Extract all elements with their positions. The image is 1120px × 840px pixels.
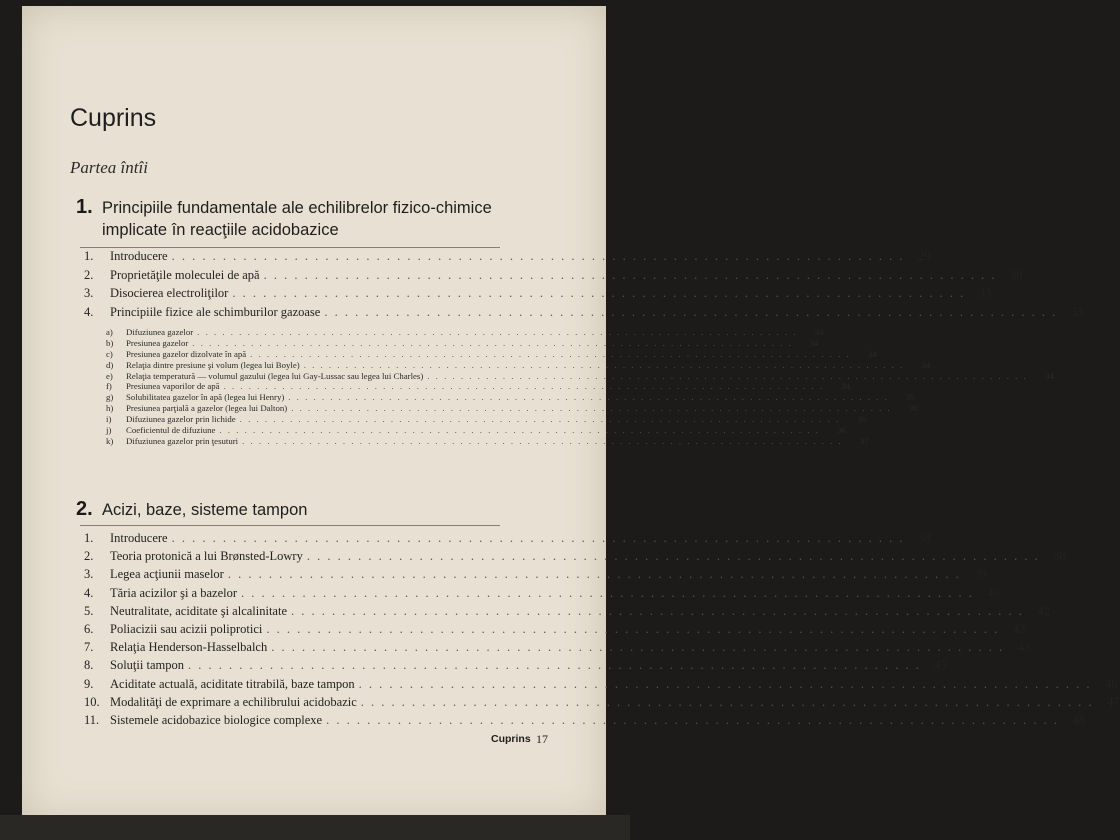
leader-dots: . . . . . . . . . . . . . . . . . . . . . . . . . . . . . . . . . . . . . . . . . . . . . . . . . . . . . . . . . . . . . . . . . . . . . . . .	[223, 381, 825, 392]
toc-entry-number: 4.	[84, 304, 94, 319]
chapter-1-number: 1.	[76, 196, 93, 218]
toc-entry-label: Solubilitatea gazelor în apă (legea lui Henry)	[126, 392, 285, 403]
toc-entry-number: b)	[106, 337, 114, 348]
toc-entry	[106, 337, 819, 349]
toc-entry-number: 2.	[84, 267, 94, 282]
leader-dots: . . . . . . . . . . . . . . . . . . . . . . . . . . . . . . . . . . . . . . . . . . . . . . . . . . . . . . . . . . . . . . . . . . . . . . . .	[232, 286, 966, 300]
toc-entry-label: Disocierea electroliţilor	[110, 286, 229, 300]
toc-entry-page: 48	[1072, 712, 1085, 727]
toc-entry	[84, 585, 1000, 604]
leader-dots: . . . . . . . . . . . . . . . . . . . . . . . . . . . . . . . . . . . . . . . . . . . . . . . . . . . . . . . . . . . . . . . . . . . . . . . .	[360, 694, 1094, 709]
leader-dots: . . . . . . . . . . . . . . . . . . . . . . . . . . . . . . . . . . . . . . . . . . . . . . . . . . . . . . . . . . . . . . . . . . . . . . . .	[266, 621, 1000, 636]
page-title: Cuprins	[70, 104, 157, 132]
toc-entry	[84, 531, 931, 549]
toc-entry-page: 36	[837, 425, 846, 436]
toc-entry-page: 34	[841, 381, 851, 392]
toc-entry	[106, 327, 824, 338]
toc-entry-page: 47	[1107, 694, 1120, 709]
background-edge	[0, 815, 630, 840]
leader-dots: . . . . . . . . . . . . . . . . . . . . . . . . . . . . . . . . . . . . . . . . . . . . . . . . . . . . . . . . . . . . . . . . . . . . . . . .	[192, 337, 793, 348]
leader-dots: . . . . . . . . . . . . . . . . . . . . . . . . . . . . . . . . . . . . . . . . . . . . . . . . . . . . . . . . . . . . . . . . . . . . . . . .	[303, 359, 905, 370]
toc-entry-number: h)	[106, 403, 114, 414]
chapter-1-rule	[80, 247, 500, 248]
toc-entry	[84, 694, 1120, 713]
toc-entry-page: 38	[1053, 549, 1066, 564]
toc-entry-number: i)	[106, 414, 112, 425]
part-heading: Partea întîi	[70, 158, 148, 177]
toc-entry	[106, 381, 851, 392]
toc-entry-number: f)	[106, 381, 112, 392]
toc-entry	[106, 359, 931, 371]
leader-dots: . . . . . . . . . . . . . . . . . . . . . . . . . . . . . . . . . . . . . . . . . . . . . . . . . . . . . . . . . . . . . . . . . . . . . . . .	[239, 414, 841, 425]
toc-entry-number: a)	[106, 327, 113, 337]
toc-entry-page: 37	[859, 435, 869, 446]
toc-entry-number: 6.	[84, 621, 94, 636]
chapter-1-title-line1: Principiile fundamentale ale echilibrelor fizico-chimice	[102, 199, 492, 217]
chapter-2-list	[84, 531, 1120, 731]
book-page	[22, 6, 1120, 821]
toc-entry	[84, 549, 1066, 567]
toc-entry-page: 36	[857, 414, 867, 425]
toc-entry-page: 43	[1012, 621, 1026, 636]
toc-entry	[84, 676, 1118, 695]
toc-entry	[84, 640, 1031, 658]
leader-dots: . . . . . . . . . . . . . . . . . . . . . . . . . . . . . . . . . . . . . . . . . . . . . . . . . . . . . . . . . . . . . . . . . . . . . . . .	[241, 585, 974, 600]
toc-entry	[106, 403, 918, 414]
toc-entry-number: 2.	[84, 549, 94, 564]
toc-entry-page: 43	[1017, 640, 1031, 655]
toc-entry	[84, 621, 1026, 640]
toc-entry-number: d)	[106, 359, 114, 370]
toc-entry-number: 11.	[84, 712, 100, 727]
toc-entry-number: g)	[106, 392, 114, 403]
toc-entry-label: Neutralitate, aciditate şi alcalinitate	[110, 603, 287, 618]
toc-entry-label: Modalităţi de exprimare a echilibrului acidobazic	[110, 694, 357, 709]
leader-dots: . . . . . . . . . . . . . . . . . . . . . . . . . . . . . . . . . . . . . . . . . . . . . . . . . . . . . . . . . . . . . . . . . . . . . . . .	[263, 267, 997, 282]
toc-entry-page: 38	[917, 531, 931, 545]
toc-entry	[84, 304, 1084, 324]
leader-dots: . . . . . . . . . . . . . . . . . . . . . . . . . . . . . . . . . . . . . . . . . . . . . . . . . . . . . . . . . . . . . . . . . . . . . . . .	[187, 658, 921, 673]
toc-entry-page: 33	[1070, 304, 1084, 319]
leader-dots: . . . . . . . . . . . . . . . . . . . . . . . . . . . . . . . . . . . . . . . . . . . . . . . . . . . . . . . . . . . . . . . . . . . . . . . .	[227, 567, 961, 582]
page-number: 17	[536, 732, 548, 746]
toc-entry	[84, 712, 1085, 731]
toc-entry-number: 4.	[84, 585, 94, 600]
toc-entry-label: Relaţia temperatură — volumul gazului (legea lui Gay-Lussac sau legea lui Charles)	[126, 370, 424, 381]
toc-entry-label: Relaţia dintre presiune şi volum (legea lui Boyle)	[126, 359, 300, 370]
toc-entry	[84, 267, 1023, 287]
leader-dots: . . . . . . . . . . . . . . . . . . . . . . . . . . . . . . . . . . . . . . . . . . . . . . . . . . . . . . . . . . . . . . . . . . . . . . . .	[291, 603, 1024, 618]
toc-entry	[106, 425, 846, 436]
toc-entry	[106, 370, 1054, 382]
toc-entry	[84, 567, 987, 585]
toc-entry-page: 33	[978, 286, 992, 300]
toc-entry	[106, 435, 869, 447]
toc-entry-page: 45	[934, 658, 947, 673]
leader-dots: . . . . . . . . . . . . . . . . . . . . . . . . . . . . . . . . . . . . . . . . . . . . . . . . . . . . . . . . . . . . . . . . . . . . . . . .	[219, 425, 820, 436]
toc-entry-number: e)	[106, 370, 113, 381]
toc-entry-number: 3.	[84, 567, 94, 582]
toc-entry-number: c)	[106, 348, 113, 359]
chapter-1-list	[84, 249, 1084, 323]
toc-entry-label: Presiunea gazelor	[126, 337, 189, 348]
toc-entry	[84, 658, 947, 676]
leader-dots: . . . . . . . . . . . . . . . . . . . . . . . . . . . . . . . . . . . . . . . . . . . . . . . . . . . . . . . . . . . . . . . . . . . . . . . .	[324, 304, 1058, 319]
chapter-2-number: 2.	[76, 498, 93, 520]
toc-entry-page: 35	[905, 392, 915, 403]
toc-entry-page: 40	[987, 585, 1000, 600]
toc-entry-page: 34	[814, 327, 824, 337]
toc-entry	[106, 392, 915, 403]
toc-entry-page: 29	[917, 249, 931, 263]
leader-dots: . . . . . . . . . . . . . . . . . . . . . . . . . . . . . . . . . . . . . . . . . . . . . . . . . . . . . . . . . . . . . . . . . . . . . . . .	[326, 712, 1059, 727]
toc-entry-label: Proprietăţile moleculei de apă	[110, 267, 260, 282]
toc-entry-label: Teoria protonică a lui Brønsted-Lowry	[110, 549, 303, 564]
toc-entry-page: 46	[1105, 676, 1118, 691]
leader-dots: . . . . . . . . . . . . . . . . . . . . . . . . . . . . . . . . . . . . . . . . . . . . . . . . . . . . . . . . . . . . . . . . . . . . . . . .	[171, 531, 905, 545]
toc-entry-page: 34	[921, 359, 931, 370]
toc-entry-label: Legea acţiunii maselor	[110, 567, 224, 582]
toc-entry-page: 39	[974, 567, 987, 582]
toc-entry-number: 5.	[84, 603, 94, 618]
toc-entry-number: 7.	[84, 640, 94, 655]
toc-entry-label: Difuziunea gazelor prin lichide	[126, 414, 236, 425]
toc-entry-number: 1.	[84, 531, 94, 545]
toc-entry-number: j)	[106, 425, 112, 436]
toc-entry-page: 42	[1037, 603, 1050, 618]
toc-entry	[106, 414, 867, 425]
toc-entry-label: Difuziunea gazelor	[126, 327, 194, 337]
toc-entry-number: 3.	[84, 286, 94, 300]
toc-entry	[84, 286, 992, 305]
toc-entry-page: 34	[810, 337, 819, 348]
toc-entry-label: Principiile fizice ale schimburilor gazoase	[110, 304, 321, 319]
running-footer-label: Cuprins	[491, 733, 531, 745]
toc-entry-label: Coeficientul de difuziune	[126, 425, 216, 436]
toc-entry-label: Presiunea parţială a gazelor (legea lui Dalton)	[126, 403, 288, 414]
leader-dots: . . . . . . . . . . . . . . . . . . . . . . . . . . . . . . . . . . . . . . . . . . . . . . . . . . . . . . . . . . . . . . . . . . . . . . . .	[250, 348, 851, 359]
toc-entry-label: Sistemele acidobazice biologice complexe	[110, 712, 323, 727]
leader-dots: . . . . . . . . . . . . . . . . . . . . . . . . . . . . . . . . . . . . . . . . . . . . . . . . . . . . . . . . . . . . . . . . . . . . . . . .	[358, 676, 1092, 691]
toc-entry	[84, 603, 1050, 622]
toc-entry-label: Difuziunea gazelor prin ţesuturi	[126, 435, 239, 446]
toc-entry	[84, 249, 931, 268]
toc-entry-page: 36	[908, 403, 918, 414]
leader-dots: . . . . . . . . . . . . . . . . . . . . . . . . . . . . . . . . . . . . . . . . . . . . . . . . . . . . . . . . . . . . . . . . . . . . . . . .	[291, 403, 892, 414]
leader-dots: . . . . . . . . . . . . . . . . . . . . . . . . . . . . . . . . . . . . . . . . . . . . . . . . . . . . . . . . . . . . . . . . . . . . . . . .	[427, 370, 1028, 381]
toc-entry	[106, 348, 877, 360]
toc-entry-label: Aciditate actuală, aciditate titrabilă, baze tampon	[110, 676, 355, 691]
toc-entry-number: k)	[106, 435, 114, 446]
toc-entry-page: 34	[1044, 370, 1054, 381]
leader-dots: . . . . . . . . . . . . . . . . . . . . . . . . . . . . . . . . . . . . . . . . . . . . . . . . . . . . . . . . . . . . . . . . . . . . . . . .	[271, 640, 1005, 655]
toc-entry-label: Presiunea vaporilor de apă	[126, 381, 220, 392]
toc-entry-page: 30	[1009, 267, 1023, 282]
toc-entry-number: 1.	[84, 249, 94, 263]
toc-entry-label: Introducere	[110, 531, 168, 545]
toc-entry-label: Tăria acizilor şi a bazelor	[110, 585, 238, 600]
toc-entry-page: 34	[867, 348, 877, 359]
toc-entry-number: 9.	[84, 676, 94, 691]
leader-dots: . . . . . . . . . . . . . . . . . . . . . . . . . . . . . . . . . . . . . . . . . . . . . . . . . . . . . . . . . . . . . . . . . . . . . . . .	[171, 249, 905, 263]
toc-entry-label: Poliacizii sau acizii poliprotici	[110, 621, 263, 636]
toc-entry-label: Soluţii tampon	[110, 658, 184, 673]
toc-entry-number: 10.	[84, 694, 100, 709]
chapter-2-title: Acizi, baze, sisteme tampon	[102, 501, 308, 519]
chapter-2-rule	[80, 525, 500, 526]
leader-dots: . . . . . . . . . . . . . . . . . . . . . . . . . . . . . . . . . . . . . . . . . . . . . . . . . . . . . . . . . . . . . . . . . . . . . . . .	[306, 549, 1040, 564]
leader-dots: . . . . . . . . . . . . . . . . . . . . . . . . . . . . . . . . . . . . . . . . . . . . . . . . . . . . . . . . . . . . . . . . . . . . . . . .	[197, 327, 798, 337]
chapter-1-sublist	[106, 327, 1054, 447]
leader-dots: . . . . . . . . . . . . . . . . . . . . . . . . . . . . . . . . . . . . . . . . . . . . . . . . . . . . . . . . . . . . . . . . . . . . . . . .	[242, 435, 843, 446]
toc-entry-number: 8.	[84, 658, 94, 673]
toc-entry-label: Presiunea gazelor dizolvate în apă	[126, 348, 247, 359]
toc-entry-label: Relaţia Henderson-Hasselbalch	[110, 640, 268, 655]
leader-dots: . . . . . . . . . . . . . . . . . . . . . . . . . . . . . . . . . . . . . . . . . . . . . . . . . . . . . . . . . . . . . . . . . . . . . . . .	[288, 392, 889, 403]
chapter-1-title-line2: implicate în reacţiile acidobazice	[102, 221, 339, 239]
toc-entry-label: Introducere	[110, 249, 168, 263]
